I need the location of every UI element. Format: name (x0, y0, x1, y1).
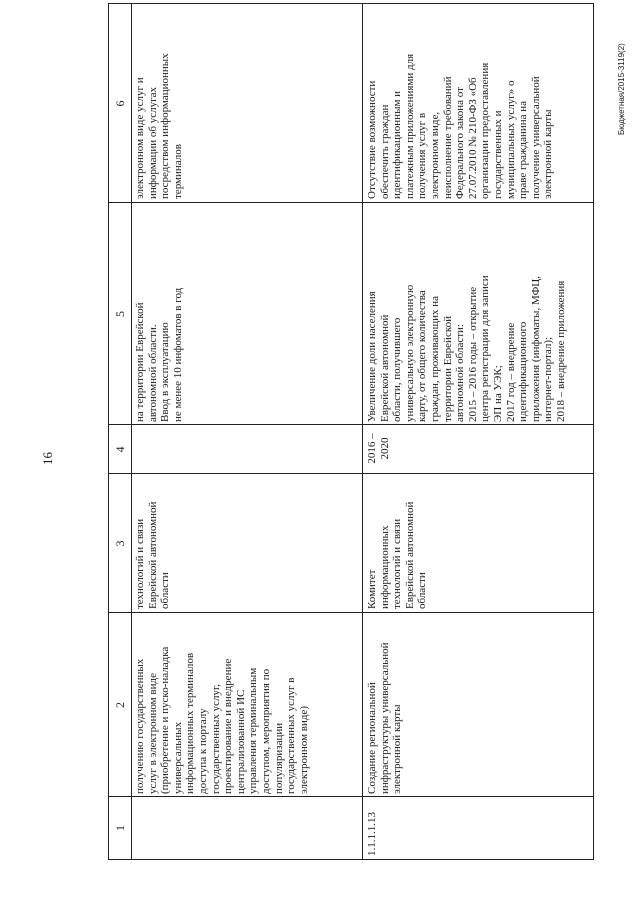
row2-number: 1.1.1.1.13 (366, 812, 378, 856)
header-col-6: 6 (113, 100, 127, 107)
column-divider (109, 796, 593, 797)
header-col-2: 2 (113, 702, 127, 708)
header-divider (131, 4, 132, 859)
row2-measure: Создание региональной инфраструктуры универсальной электронной карты (366, 642, 404, 794)
column-divider (109, 473, 593, 474)
column-divider (109, 424, 593, 425)
row2-consequences: Отсутствие возможности обеспечить граждан идентификационным и платежным приложениями для получения услуг в электронном виде, неисполнение требований Федерального закона от 27.07.2010 № 210-ФЗ «Об организации предоставления государственных и муниципальных услуг» о праве гражданина на получение универсальной электронной карты (366, 53, 555, 199)
header-col-4: 4 (113, 446, 127, 453)
row1-measure: получению государственных услуг в электронном виде (приобретение и пуско-наладка универсальных информационных терминалов доступа к порталу государственных услуг, проектирование и внедрение централизованной ИС управления терминальным доступом, мероприятия по популяризации государственных услуг в электронном виде) (134, 646, 310, 794)
program-table (108, 3, 594, 860)
row-divider (362, 4, 363, 859)
row1-consequences: электронном виде услуг и информации об услугах посредством информационных терминалов (134, 53, 184, 199)
header-col-5: 5 (113, 311, 127, 317)
column-divider (109, 612, 593, 613)
column-divider (109, 202, 593, 203)
header-col-3: 3 (113, 540, 127, 547)
header-col-1: 1 (113, 825, 127, 831)
row1-period (134, 426, 360, 471)
row1-executor: технологий и связи Еврейской автономной области (134, 501, 172, 609)
footer-code: Бюджетная/2015-3119(2) (617, 43, 626, 135)
row2-executor: Комитет информационных технологий и связи Еврейской автономной области (366, 501, 429, 609)
row2-period: 2016 – 2020 (366, 433, 391, 464)
row1-result: на территории Еврейской автономной области. Ввод в эксплуатацию не менее 10 инфоматов в год (134, 287, 184, 422)
page-number: 16 (40, 452, 55, 465)
row2-result: Увеличение доли населения Еврейской автономной области, получившего универсальную электронную карту, от общего количества граждан, проживающих на территории Еврейской автономной области: 2015 – 2016 годы – открытие центра регистрации для записи ЭП на УЭК; 2017 год – внедрение идентификационного приложения (инфоматы, МФЦ, интернет-портал); 2018 – внедрение приложения (366, 275, 567, 422)
